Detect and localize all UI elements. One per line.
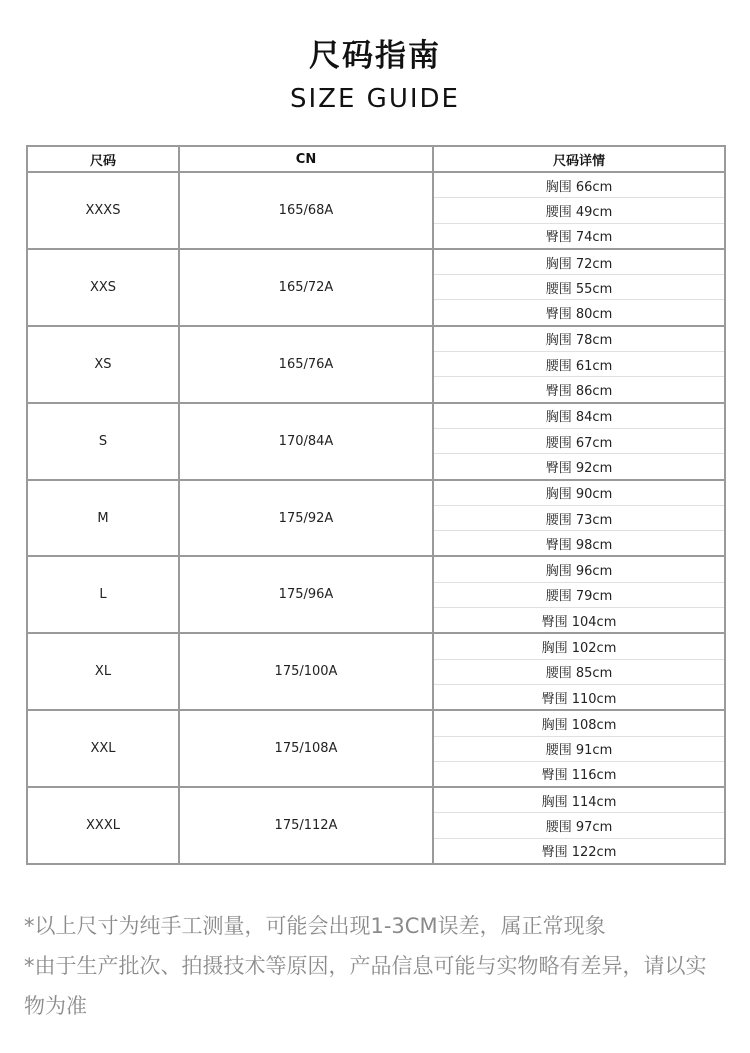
detail-cell: 臀围 86cm [433,377,725,403]
header-cn: CN [179,146,433,172]
detail-cell: 胸围 84cm [433,403,725,429]
cn-cell: 175/112A [179,787,433,864]
size-cell: M [27,480,179,557]
detail-cell: 腰围 55cm [433,275,725,300]
detail-cell: 腰围 91cm [433,736,725,761]
cn-cell: 165/72A [179,249,433,326]
cn-cell: 175/92A [179,480,433,557]
table-body [27,172,725,864]
detail-cell: 臀围 110cm [433,684,725,710]
size-cell: XXS [27,249,179,326]
detail-cell: 腰围 49cm [433,198,725,223]
detail-cell: 臀围 80cm [433,300,725,326]
table-row [27,249,725,275]
cn-cell: 175/108A [179,710,433,787]
detail-cell: 胸围 78cm [433,326,725,352]
notes [24,906,724,1026]
detail-cell: 胸围 102cm [433,633,725,659]
table-row [27,556,725,582]
detail-cell: 腰围 67cm [433,428,725,453]
detail-cell: 腰围 79cm [433,582,725,607]
size-cell: XXL [27,710,179,787]
size-cell: XL [27,633,179,710]
detail-cell: 臀围 92cm [433,454,725,480]
table-row [27,403,725,429]
page-title: 尺码指南 [309,38,441,74]
cn-cell: 175/100A [179,633,433,710]
detail-cell: 胸围 66cm [433,172,725,198]
detail-cell: 臀围 122cm [433,838,725,864]
size-cell: S [27,403,179,480]
size-cell: XS [27,326,179,403]
page-subtitle: SIZE GUIDE [290,84,460,114]
detail-cell: 腰围 85cm [433,659,725,684]
table-row [27,172,725,198]
detail-cell: 臀围 116cm [433,761,725,787]
header-row [27,146,725,172]
header-size: 尺码 [27,146,179,172]
detail-cell: 胸围 72cm [433,249,725,275]
detail-cell: 胸围 108cm [433,710,725,736]
header-details: 尺码详情 [433,146,725,172]
detail-cell: 腰围 61cm [433,352,725,377]
table-header [27,146,725,172]
table-row [27,326,725,352]
detail-cell: 胸围 114cm [433,787,725,813]
note-measurement: *以上尺寸为纯手工测量，可能会出现1-3CM误差，属正常现象 [24,914,606,938]
cn-cell: 175/96A [179,556,433,633]
detail-cell: 臀围 98cm [433,531,725,557]
cn-cell: 165/68A [179,172,433,249]
detail-cell: 腰围 73cm [433,505,725,530]
size-cell: XXXS [27,172,179,249]
size-cell: L [27,556,179,633]
detail-cell: 腰围 97cm [433,813,725,838]
detail-cell: 胸围 96cm [433,556,725,582]
size-cell: XXXL [27,787,179,864]
table-row [27,633,725,659]
note-disclaimer: *由于生产批次、拍摄技术等原因，产品信息可能与实物略有差异，请以实物为准 [24,954,707,1018]
cn-cell: 170/84A [179,403,433,480]
detail-cell: 臀围 74cm [433,223,725,249]
detail-cell: 臀围 104cm [433,608,725,634]
table-row [27,480,725,506]
table-row [27,787,725,813]
table-row [27,710,725,736]
detail-cell: 胸围 90cm [433,480,725,506]
size-table [26,145,726,865]
cn-cell: 165/76A [179,326,433,403]
